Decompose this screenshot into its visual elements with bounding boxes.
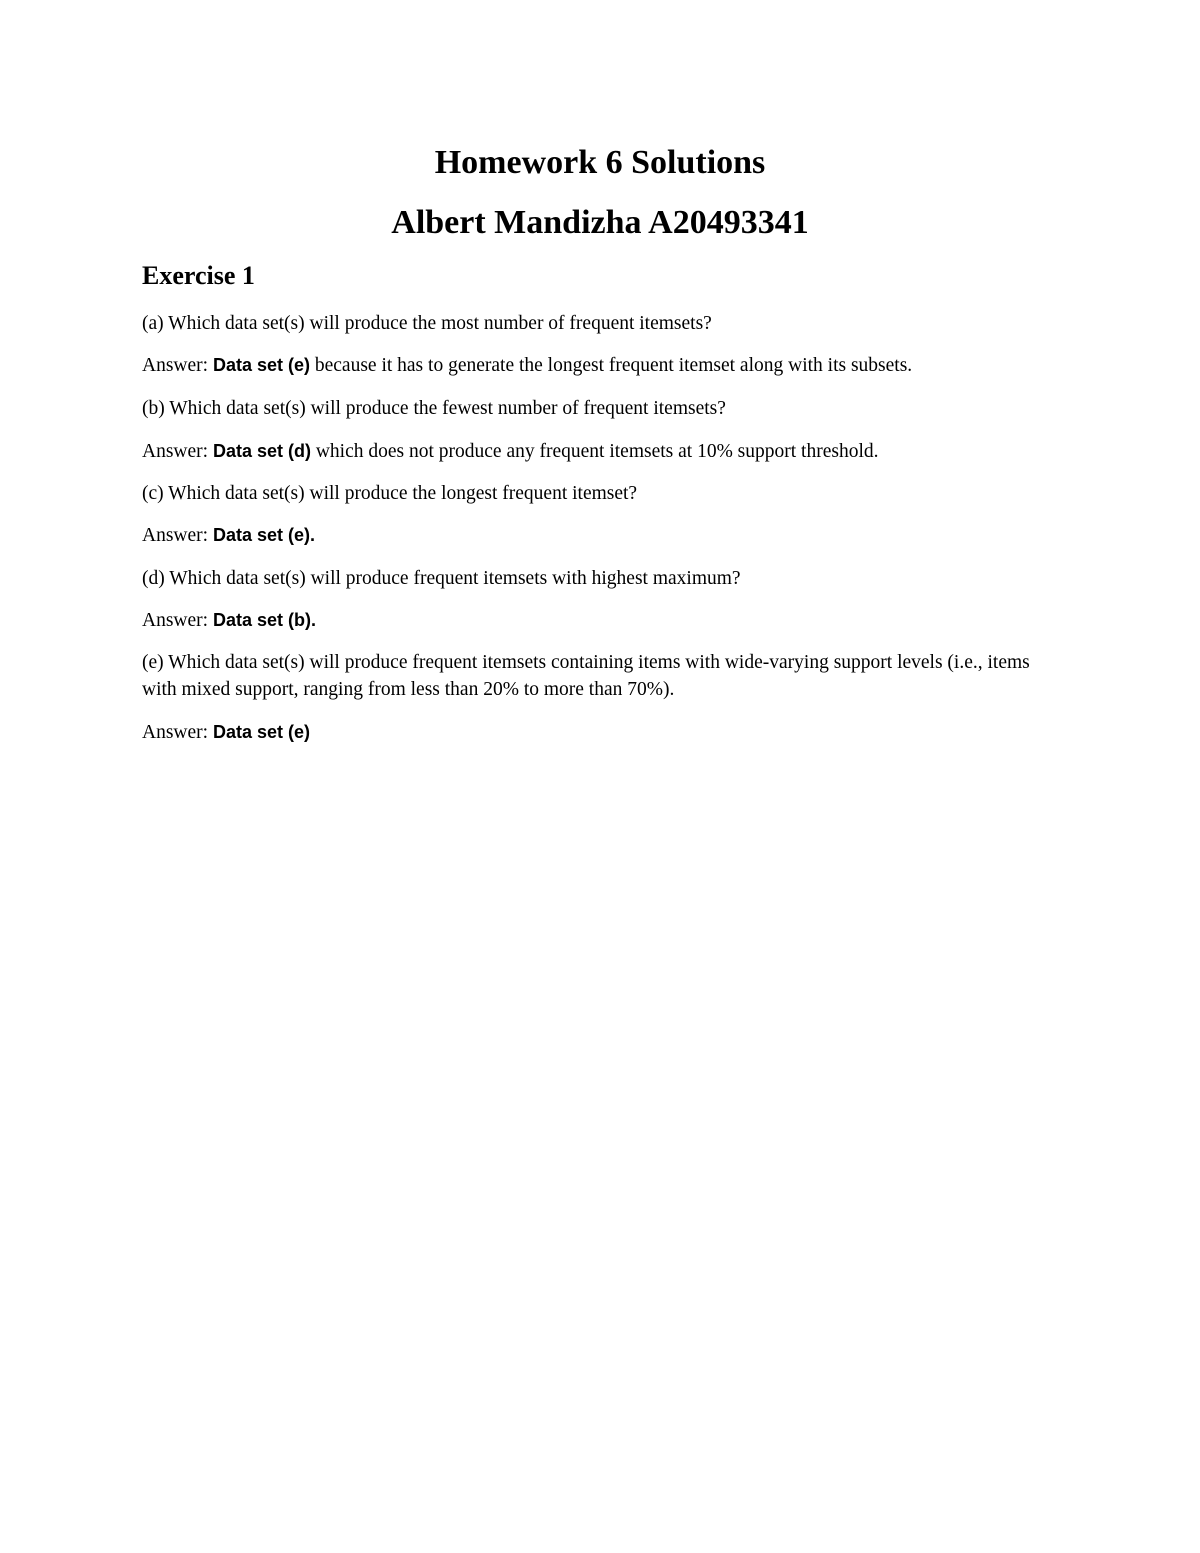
answer-dataset: Data set (e) [212,355,310,375]
question-c: (c) Which data set(s) will produce the longest frequent itemset? [142,483,638,504]
answer-explanation: because it has to generate the longest frequent itemset along with its subsets. [309,355,913,376]
answer-prefix: Answer: [142,441,213,462]
answer-explanation: which does not produce any frequent itemsets at 10% support threshold. [310,441,879,462]
document-title: Homework 6 Solutions [434,144,766,181]
author-line: Albert Mandizha A20493341 [391,204,809,241]
answer-e [142,719,1052,746]
answer-dataset: Data set (b). [212,610,316,630]
answer-prefix: Answer: [142,722,213,743]
answer-a [142,352,1052,379]
answer-d [142,607,1052,634]
answer-prefix: Answer: [142,355,213,376]
question-d: (d) Which data set(s) will produce frequent itemsets with highest maximum? [142,568,741,589]
answer-dataset: Data set (e) [212,722,310,742]
answer-dataset: Data set (d) [212,441,311,461]
answer-dataset: Data set (e). [212,525,315,545]
answer-prefix: Answer: [142,525,213,546]
question-a: (a) Which data set(s) will produce the most number of frequent itemsets? [142,313,712,334]
answer-prefix: Answer: [142,610,213,631]
answer-b [142,438,1052,465]
answer-c [142,522,1052,549]
section-heading: Exercise 1 [142,261,255,290]
question-b: (b) Which data set(s) will produce the fewest number of frequent itemsets? [142,398,726,419]
question-e: (e) Which data set(s) will produce frequent itemsets containing items with wide-varying support levels (i.e., items with mixed support, ranging from less than 20% to more than 70%). [142,652,1030,700]
